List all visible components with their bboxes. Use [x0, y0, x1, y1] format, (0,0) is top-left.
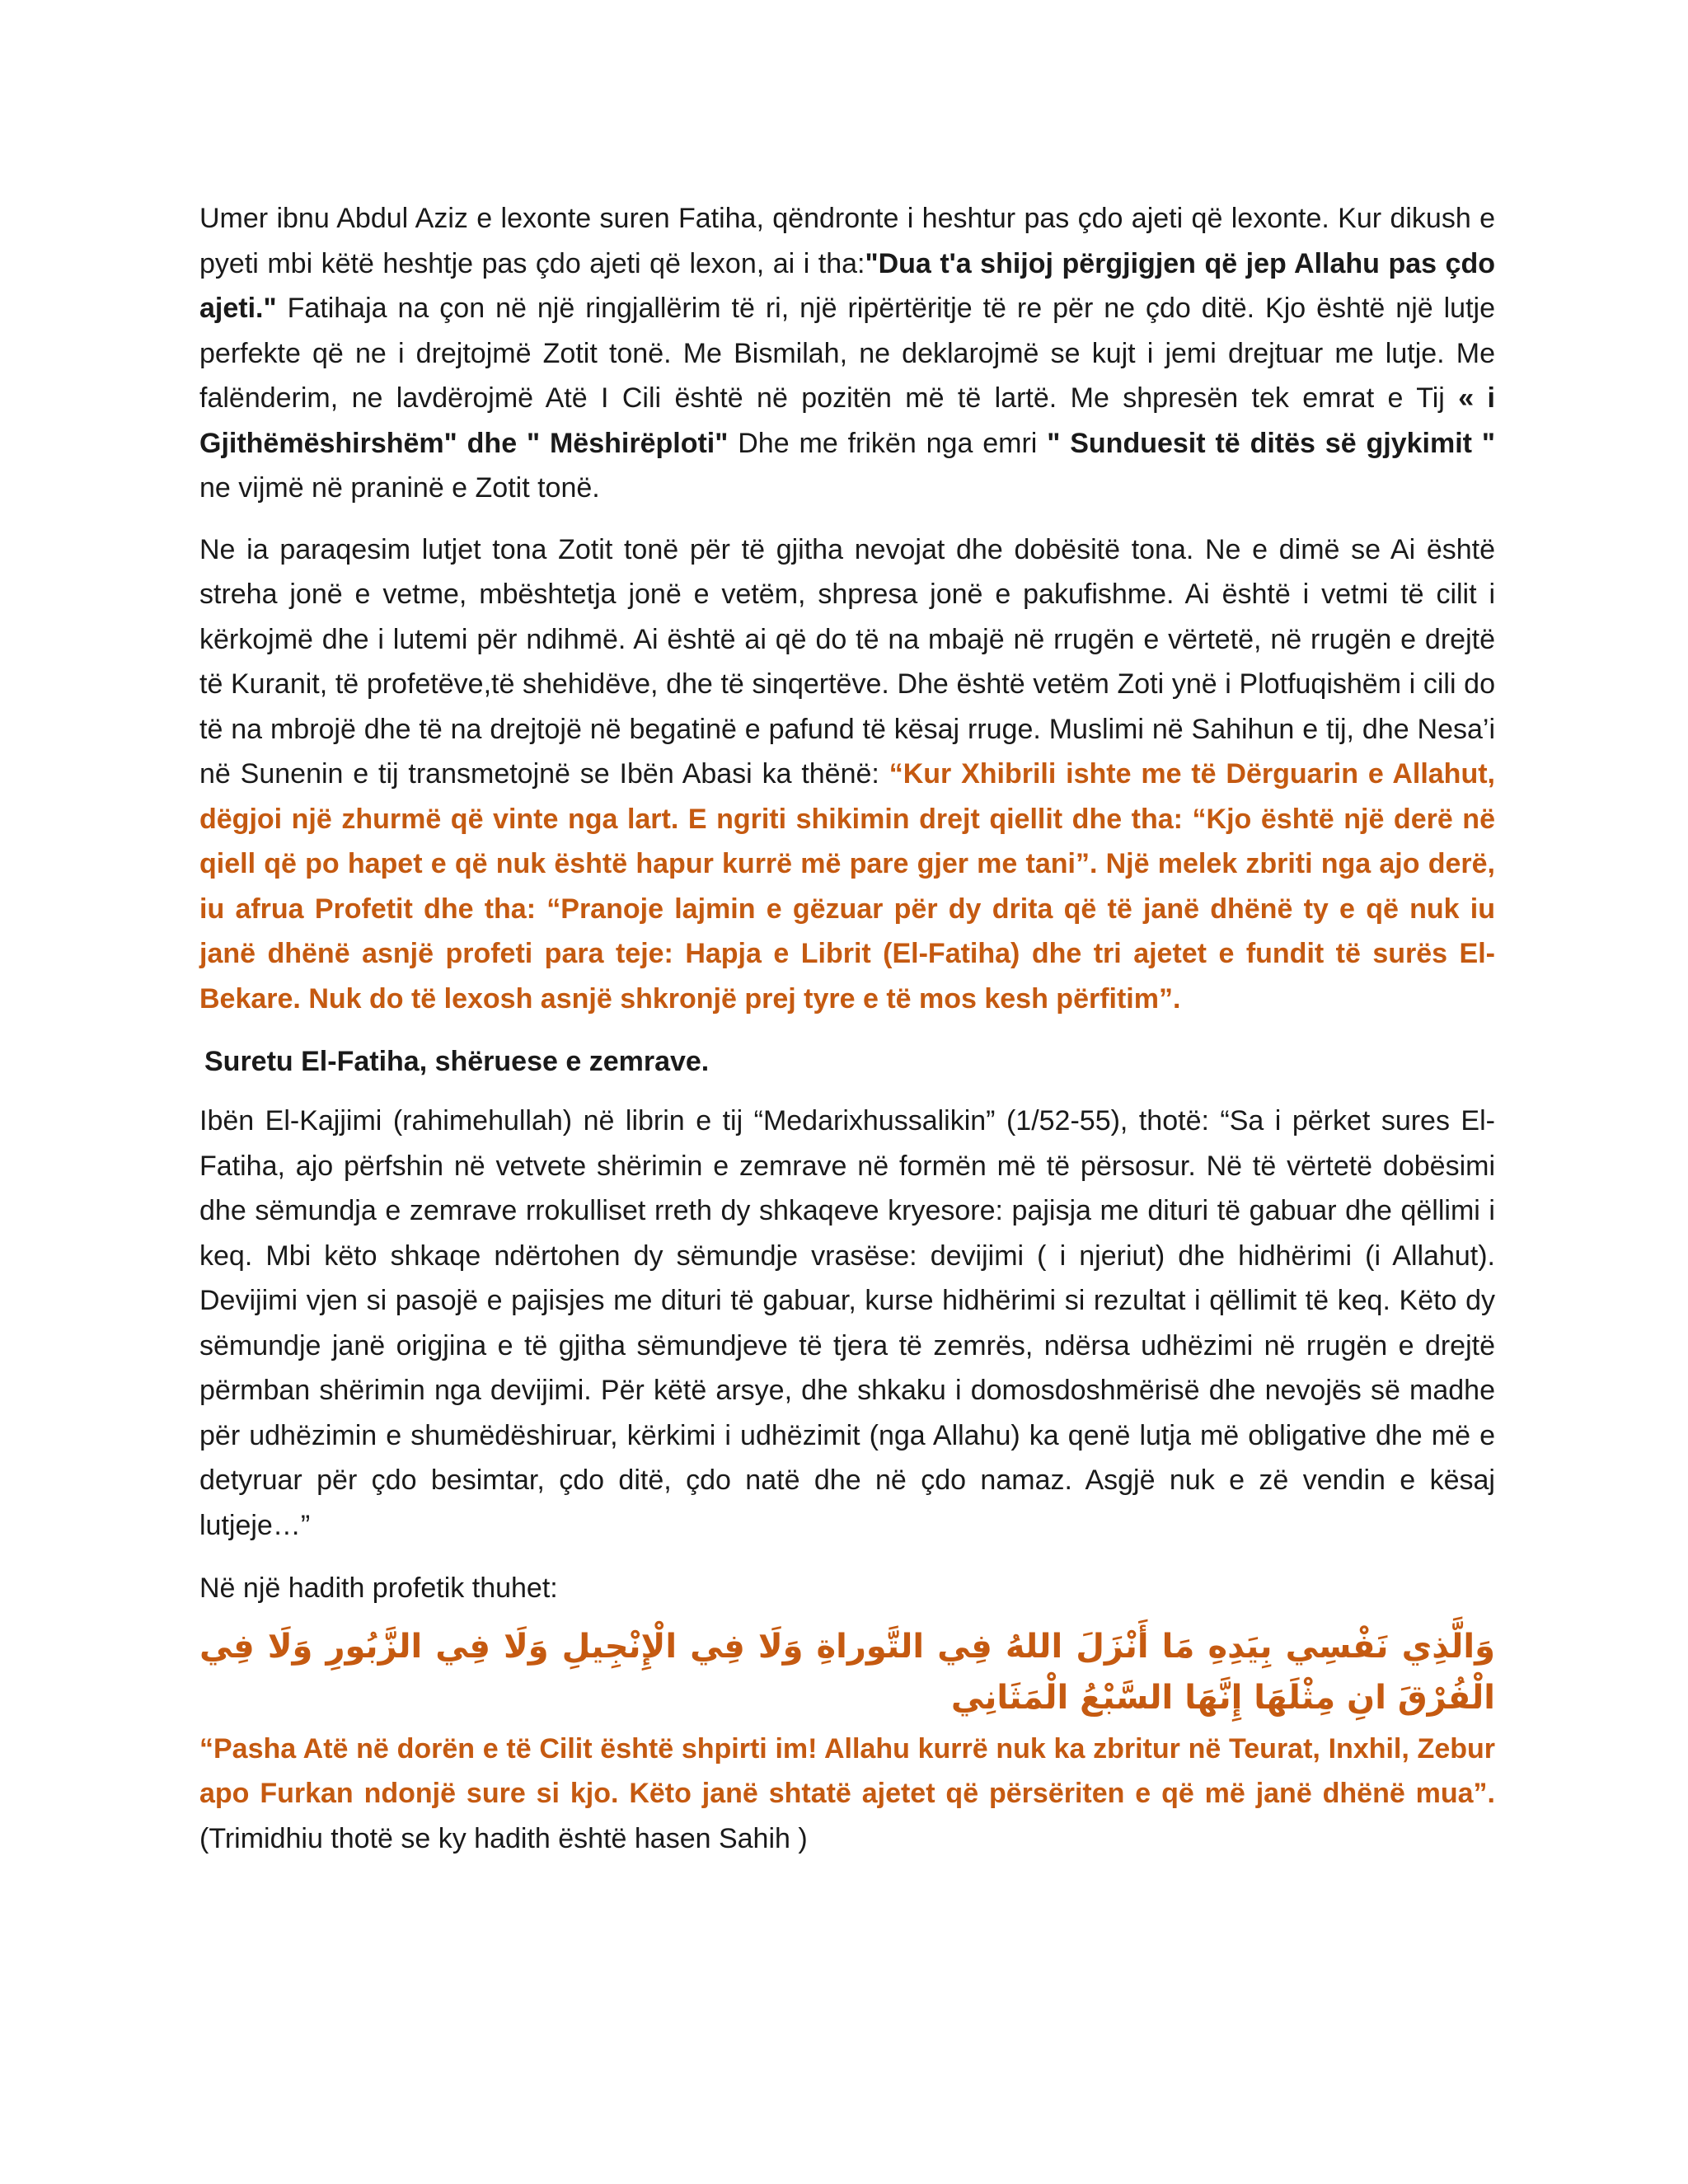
paragraph-hadith-translation [199, 1727, 1495, 1862]
paragraph-ibn-kajjim: Ibën El-Kajjimi (rahimehullah) në librin e tij “Medarixhussalikin” (1/52-55), thotë: “Sa i përket sures El-Fatiha, ajo përfshin në vetvete shërimin e zemrave në formën më të përsosur. Në të vërtetë dobësimi dhe sëmundja e zemrave rrokulliset rreth dy shkaqeve kryesore: pajisja me dituri të gabuar dhe qëllimi i keq. Mbi këto shkaqe ndërtohen dy sëmundje vrasëse: devijimi ( i njeriut) dhe hidhërimi (i Allahut). Devijimi vjen si pasojë e pajisjes me dituri të gabuar, kurse hidhërimi si rezultat i qëllimit të keq. Këto dy sëmundje janë origjina e të gjitha sëmundjeve të tjera të zemrës, ndërsa udhëzimi në rrugën e drejtë përmban shërimin nga devijimi. Për këtë arsye, dhe shkaku i domosdoshmërisë dhe nevojës së madhe për udhëzimin e shumëdëshiruar, kërkimi i udhëzimit (nga Allahu) ka qenë lutja më obligative dhe më e detyruar për çdo besimtar, çdo ditë, çdo natë dhe në çdo namaz. Asgjë nuk e zë vendin e kësaj lutjeje…” [199, 1105, 1495, 1541]
section-heading: Suretu El-Fatiha, shëruese e zemrave. [204, 1046, 710, 1077]
source-note: (Trimidhiu thotë se ky hadith është hasen Sahih ) [199, 1822, 808, 1854]
arabic-hadith: وَالَّذِي نَفْسِي بِيَدِهِ مَا أَنْزَلَ اللهُ فِي التَّوراةِ وَلَا فِي الْإِنْجِيلِ وَلَا فِي الزَّبُورِ وَلَا فِي الْفُرْقَ انِ مِثْلَهَا إِنَّهَا السَّبْعُ الْمَثَانِي [199, 1627, 1495, 1717]
hadith-xhibrili: “Kur Xhibrili ishte me të Dërguarin e Allahut, dëgjoi një zhurmë që vinte nga lart. E ngriti shikimin drejt qiellit dhe tha: “Kjo është një derë në qiell që po hapet e që nuk është hapur kurrë më pare gjer me tani”. Një melek zbriti nga ajo derë, iu afrua Profetit dhe tha: “Pranoje lajmin e gëzuar për dy drita që të janë dhënë ty e që nuk iu janë dhënë asnjë profeti para teje: Hapja e Librit (El-Fatiha) dhe tri ajetet e fundit të surës El- Bekare. Nuk do të lexosh asnjë shkronjë prej tyre e të mos kesh përfitim”. [199, 758, 1495, 1015]
text-span: Dhe me frikën nga emri [728, 427, 1048, 459]
document-page [199, 196, 1495, 1861]
paragraph-umer [199, 196, 1495, 511]
bold-sunduesit: " Sunduesit të ditës së gjykimit " [1047, 427, 1495, 459]
text-span: Umer ibnu Abdul Aziz e lexonte suren Fatiha, qëndronte i heshtur pas çdo ajeti që lexonte. Kur dikush e pyeti mbi këtë heshtje pas çdo ajeti që lexon, ai i tha: [199, 203, 1495, 279]
text-span: ne vijmë në praninë e Zotit tonë. [199, 472, 600, 504]
bold-names: « i Gjithëmëshirshëm" dhe " Mëshirëploti" [199, 382, 1495, 459]
text-span: Fatihaja na çon në një ringjallërim të ri, një ripërtëritje të re për ne çdo ditë. Kjo është një lutje perfekte që ne i drejtojmë Zotit tonë. Me Bismilah, ne deklarojmë se kujt i jemi drejtuar me lutje. Me falënderim, ne lavdërojmë Atë I Cili është në pozitën më të lartë. Me shpresën tek emrat e Tij [199, 293, 1495, 414]
paragraph-lutjet [199, 527, 1495, 1022]
translation-orange: “Pasha Atë në dorën e të Cilit është shpirti im! Allahu kurrë nuk ka zbritur në Teurat, Inxhil, Zebur apo Furkan ndonjë sure si kjo. Këto janë shtatë ajetet që përsëriten e që më janë dhënë mua”. [199, 1732, 1495, 1809]
text-span: Ne ia paraqesim lutjet tona Zotit tonë për të gjitha nevojat dhe dobësitë tona. Ne e dimë se Ai është streha jonë e vetme, mbështetja jonë e vetëm, shpresa jonë e pakufishme. Ai është i vetmi të cilit i kërkojmë dhe i lutemi për ndihmë. Ai është ai që do të na mbajë në rrugën e vërtetë, në rrugën e drejtë të Kuranit, të profetëve,të shehidëve, dhe të sinqertëve. Dhe është vetëm Zoti ynë i Plotfuqishëm i cili do të na mbrojë dhe të na drejtojë në begatinë e pafund të kësaj rruge. Muslimi në Sahihun e tij, dhe Nesa’i në Sunenin e tij transmetojnë se Ibën Abasi ka thënë: [199, 533, 1495, 790]
bold-quote: "Dua t'a shijoj përgjigjen që jep Allahu pas çdo ajeti." [199, 247, 1496, 324]
paragraph-hadith-intro: Në një hadith profetik thuhet: [199, 1572, 558, 1604]
